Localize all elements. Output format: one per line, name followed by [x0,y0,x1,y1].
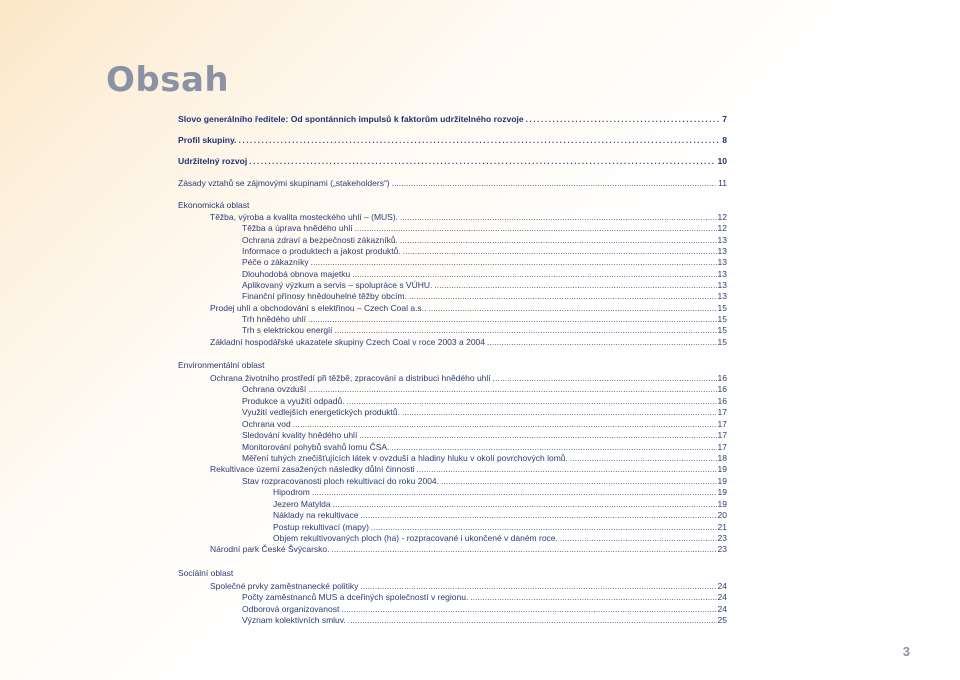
dot-leader [526,114,722,125]
toc-entry-page: 17 [717,419,727,429]
toc-entry-text: Význam kolektivních smluv. [242,615,346,625]
dot-leader [332,544,717,555]
toc-entry-page: 17 [717,407,727,417]
toc-entry[interactable] [242,429,727,441]
toc-entry-page: 25 [717,615,727,625]
toc-entry-page: 12 [717,223,727,233]
toc-entry-text: Prodej uhlí a obchodování s elektřinou – Czech Coal a.s.. [210,303,427,313]
dot-leader [249,156,716,167]
toc-entry-text: Společné prvky zaměstnanecké politiky [210,581,359,591]
toc-entry-page: 17 [717,430,727,440]
dot-leader [409,291,717,302]
toc-entry-text: Monitorování pohybů svahů lomu ČSA. [242,442,390,452]
toc-entry-page: 16 [717,396,727,406]
dot-leader [470,592,716,603]
toc-entry-text: Náklady na rekultivace [273,510,359,520]
dot-leader [334,325,716,336]
toc-entry-text: Informace o produktech a jakost produktů. [242,246,401,256]
toc-entry-text: Objem rekultivovaných ploch (ha) - rozpracované i ukončené v daném roce. [273,533,558,543]
toc-entry-text: Slovo generálního ředitele: Od spontánních impulsů k faktorům udržitelného rozvoje [178,114,524,124]
toc-entry-text: Využití vedlejších energetických produktů. [242,407,400,417]
toc-entry-page: 11 [718,178,727,188]
toc-entry-text: Aplikovaný výzkum a servis – spolupráce s VÚHU. [242,280,433,290]
toc-entry[interactable] [242,383,727,395]
section-heading-environmental: Environmentální oblast [178,360,265,370]
toc-entry-text: Profil skupiny. [178,135,237,145]
dot-leader [392,178,718,189]
toc-entry-text: Péče o zákazníky [242,257,309,267]
dot-leader [312,487,717,498]
toc-entry-text: Trh s elektrickou energií [242,325,333,335]
toc-entry-page: 13 [717,269,727,279]
toc-entry-page: 16 [717,373,727,383]
toc-entry[interactable] [242,406,727,418]
toc-entry-page: 15 [717,325,727,335]
toc-entry[interactable] [242,222,727,234]
dot-leader [308,384,716,395]
toc-entry[interactable] [242,256,727,268]
toc-entry-text: Stav rozpracovanosti ploch rekultivací do roku 2004. [242,476,440,486]
dot-leader [402,407,717,418]
toc-entry[interactable] [210,463,727,475]
toc-entry-page: 19 [717,476,727,486]
toc-entry-sustainability[interactable] [178,155,727,167]
page-number: 3 [902,644,910,659]
toc-entry-text: Ochrana ovzduší [242,384,307,394]
toc-entry-page: 24 [717,592,727,602]
toc-entry-text: Ochrana zdraví a bezpečnosti zákazníků. [242,235,398,245]
toc-entry-page: 13 [717,291,727,301]
toc-entry-page: 23 [717,533,727,543]
toc-entry-page: 21 [717,522,727,532]
toc-entry-page: 10 [717,156,727,166]
toc-entry-ceo-letter[interactable] [178,113,727,125]
toc-entry-text: Ochrana životního prostředí při těžbě, zpracování a distribuci hnědého uhlí [210,373,491,383]
toc-entry-text: Odborová organizovanost [242,604,340,614]
toc-entry-text: Dlouhodobá obnova majetku [242,269,351,279]
toc-entry-page: 12 [717,212,727,222]
toc-entry[interactable] [273,509,727,521]
toc-entry-text: Rekultivace území zasažených následky důlní činnosti [210,464,415,474]
toc-entry-text: Trh hnědého uhlí [242,314,306,324]
toc-entry-page: 13 [717,235,727,245]
toc-entry-stakeholders[interactable] [178,177,727,189]
toc-entry[interactable] [242,324,727,336]
dot-leader [348,615,717,626]
section-heading-social: Sociální oblast [178,568,234,578]
toc-entry-page: 19 [717,499,727,509]
toc-entry[interactable] [242,290,727,302]
section-heading-economic: Ekonomická oblast [178,200,250,210]
page-title: Obsah [106,60,230,100]
toc-entry-page: 13 [717,246,727,256]
toc-entry-text: Zásady vztahů se zájmovými skupinami („stakeholders“) [178,178,390,188]
toc-entry-text: Základní hospodářské ukazatele skupiny Czech Coal v roce 2003 a 2004 [210,337,486,347]
dot-leader [417,464,717,475]
toc-entry-page: 24 [717,581,727,591]
toc-entry-page: 20 [717,510,727,520]
toc-entry-text: Měření tuhých znečišťujících látek v ovzduší a hladiny hluku v okolí povrchových lomů. [242,453,568,463]
toc-entry[interactable] [242,614,727,626]
toc-entry-page: 16 [717,384,727,394]
toc-entry-text: Sledování kvality hnědého uhlí [242,430,358,440]
toc-entry-page: 8 [722,135,727,145]
toc-entry-page: 19 [717,464,727,474]
toc-entry-page: 18 [717,453,727,463]
toc-entry[interactable] [210,336,727,348]
toc-entry-text: Těžba, výroba a kvalita mosteckého uhlí – (MUS). [210,212,399,222]
toc-entry-text: Finanční přínosy hnědouhelné těžby obcím. [242,291,407,301]
toc-entry-text: Udržitelný rozvoj [178,156,248,166]
toc-entry-page: 23 [717,544,727,554]
toc-entry-text: Národní park České Švýcarsko. [210,544,330,554]
toc-entry-page: 17 [717,442,727,452]
dot-leader [239,135,722,146]
dot-leader [361,510,717,521]
toc-entry[interactable] [273,486,727,498]
dot-leader [359,430,716,441]
toc-entry-page: 15 [717,314,727,324]
toc-entry-page: 13 [717,257,727,267]
toc-entry-group-profile[interactable] [178,134,727,146]
toc-entry-page: 19 [717,487,727,497]
toc-entry-text: Těžba a úprava hnědého uhlí [242,223,353,233]
toc-entry-text: Jezero Matylda [273,499,331,509]
dot-leader [355,223,717,234]
toc-entry[interactable] [210,543,727,555]
toc-entry-text: Produkce a využití odpadů. [242,396,345,406]
toc-entry-page: 7 [722,114,727,124]
toc-entry-page: 15 [717,303,727,313]
toc-entry-page: 13 [717,280,727,290]
toc-entry-text: Hipodrom [273,487,310,497]
toc-entry[interactable] [242,591,727,603]
toc-entry-text: Ochrana vod [242,419,291,429]
toc-entry-page: 24 [717,604,727,614]
toc-entry-text: Počty zaměstnanců MUS a dceřiných společností v regionu. [242,592,469,602]
dot-leader [311,257,717,268]
dot-leader [487,337,717,348]
toc-entry-page: 15 [717,337,727,347]
toc-entry-text: Postup rekultivací (mapy) [273,522,369,532]
